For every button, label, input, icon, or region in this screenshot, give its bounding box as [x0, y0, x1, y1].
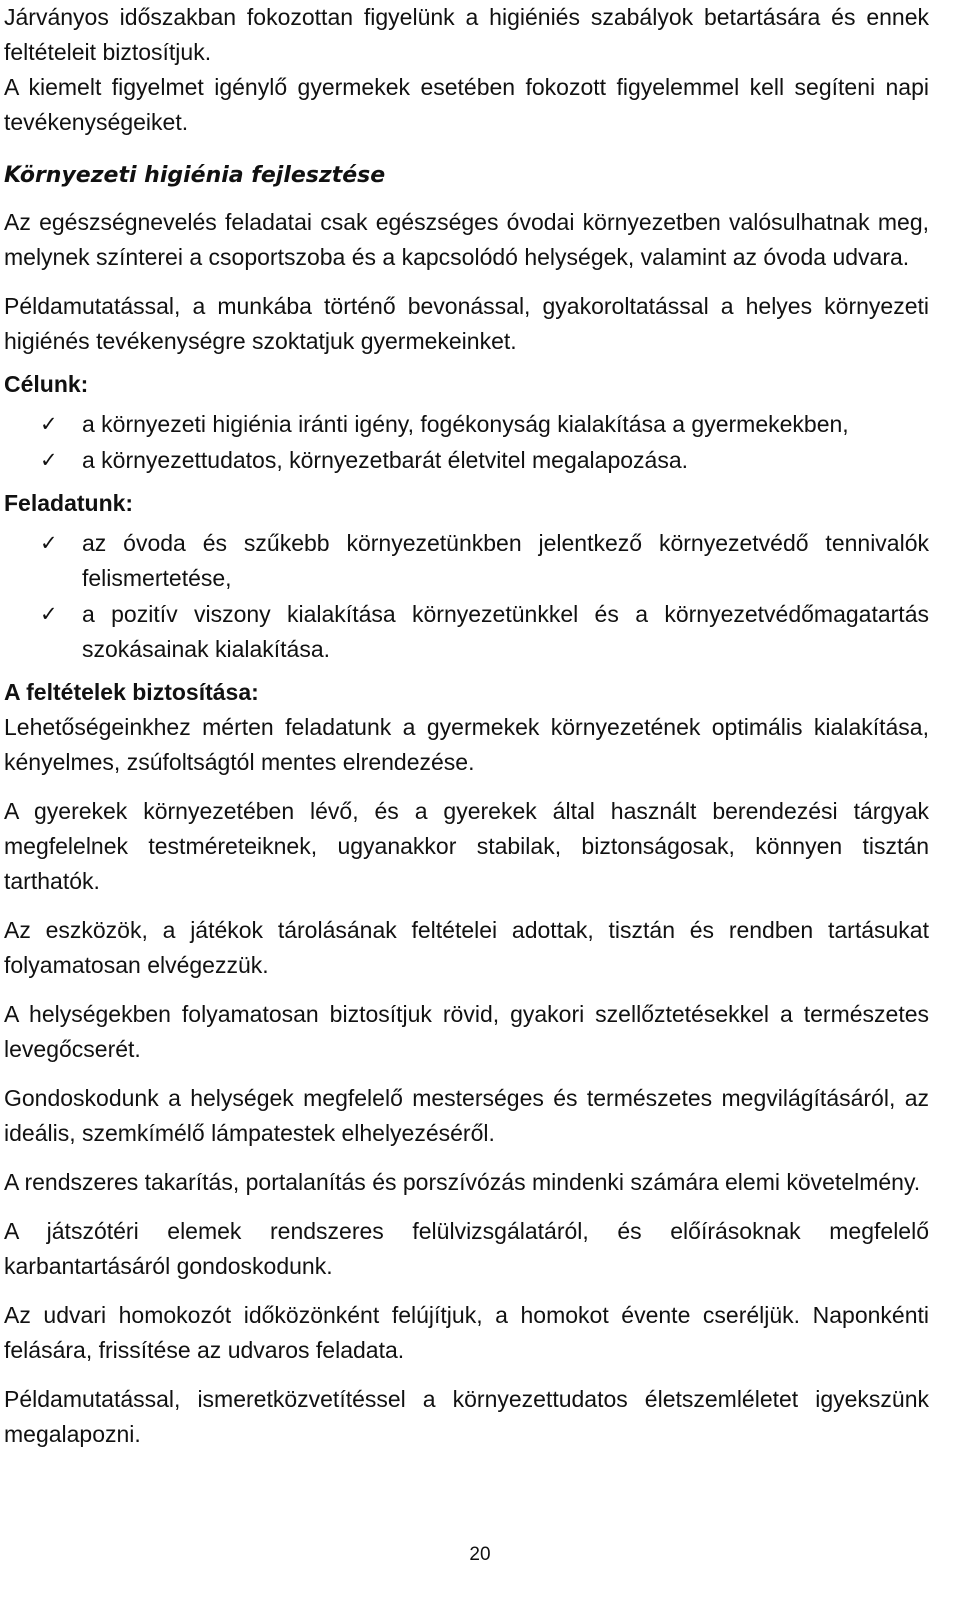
- list-item-text: a pozitív viszony kialakítása környezetünkkel és a környezetvédőmagatartás szokásainak kialakítása.: [82, 601, 929, 662]
- intro-paragraph-2: A kiemelt figyelmet igénylő gyermekek esetében fokozott figyelemmel kell segíteni napi tevékenységeiket.: [4, 74, 929, 135]
- check-icon: ✓: [40, 412, 58, 436]
- conditions-label: A feltételek biztosítása:: [4, 679, 259, 705]
- list-item: [4, 597, 929, 667]
- conditions-paragraph-6: A rendszeres takarítás, portalanítás és porszívózás mindenki számára elemi követelmény.: [4, 1169, 921, 1195]
- check-icon: ✓: [40, 448, 58, 472]
- conditions-paragraph-4: A helységekben folyamatosan biztosítjuk rövid, gyakori szellőztetésekkel a természetes levegőcserét.: [4, 1001, 929, 1062]
- list-item: [4, 407, 929, 442]
- conditions-paragraph-3: Az eszközök, a játékok tárolásának feltételei adottak, tisztán és rendben tartásukat folyamatosan elvégezzük.: [4, 917, 929, 978]
- conditions-paragraph-8: Az udvari homokozót időközönként felújítjuk, a homokot évente cseréljük. Naponkénti felására, frissítése az udvaros feladata.: [4, 1302, 929, 1363]
- conditions-paragraph-1: Lehetőségeinkhez mérten feladatunk a gyermekek környezetének optimális kialakítása, kényelmes, zsúfoltságtól mentes elrendezése.: [4, 714, 929, 775]
- check-icon: ✓: [40, 602, 58, 626]
- list-item-text: a környezettudatos, környezetbarát életvitel megalapozása.: [82, 447, 689, 473]
- document-page: [4, 0, 929, 1452]
- list-item: [4, 526, 929, 596]
- list-item-text: az óvoda és szűkebb környezetünkben jelentkező környezetvédő tennivalók felismertetése,: [82, 530, 929, 591]
- section-paragraph-2: Példamutatással, a munkába történő bevonással, gyakoroltatással a helyes környezeti higiénés tevékenységre szoktatjuk gyermekeinket.: [4, 293, 929, 354]
- tasks-label: Feladatunk:: [4, 490, 134, 516]
- conditions-paragraph-9: Példamutatással, ismeretközvetítéssel a környezettudatos életszemléletet igyekszünk megalapozni.: [4, 1386, 929, 1447]
- conditions-paragraph-7: A játszótéri elemek rendszeres felülvizsgálatáról, és előírásoknak megfelelő karbantartásáról gondoskodunk.: [4, 1218, 929, 1279]
- conditions-paragraph-5: Gondoskodunk a helységek megfelelő mesterséges és természetes megvilágításáról, az ideális, szemkímélő lámpatestek elhelyezéséről.: [4, 1085, 929, 1146]
- section-paragraph-1: Az egészségnevelés feladatai csak egészséges óvodai környezetben valósulhatnak meg, melynek színterei a csoportszoba és a kapcsolódó helységek, valamint az óvoda udvara.: [4, 209, 929, 270]
- goals-label: Célunk:: [4, 371, 89, 397]
- conditions-paragraph-2: A gyerekek környezetében lévő, és a gyerekek által használt berendezési tárgyak megfelelnek testméreteiknek, ugyanakkor stabilak, biztonságosak, könnyen tisztán tarthatók.: [4, 798, 929, 894]
- tasks-list: [4, 526, 929, 667]
- page-number: 20: [469, 1544, 491, 1565]
- goals-list: [4, 407, 929, 478]
- list-item-text: a környezeti higiénia iránti igény, fogékonyság kialakítása a gyermekekben,: [82, 411, 849, 437]
- section-title: Környezeti higiénia fejlesztése: [4, 163, 386, 188]
- intro-paragraph-1: Járványos időszakban fokozottan figyelünk a higiéniés szabályok betartására és ennek feltételeit biztosítjuk.: [4, 4, 929, 65]
- check-icon: ✓: [40, 531, 58, 555]
- list-item: [4, 443, 929, 478]
